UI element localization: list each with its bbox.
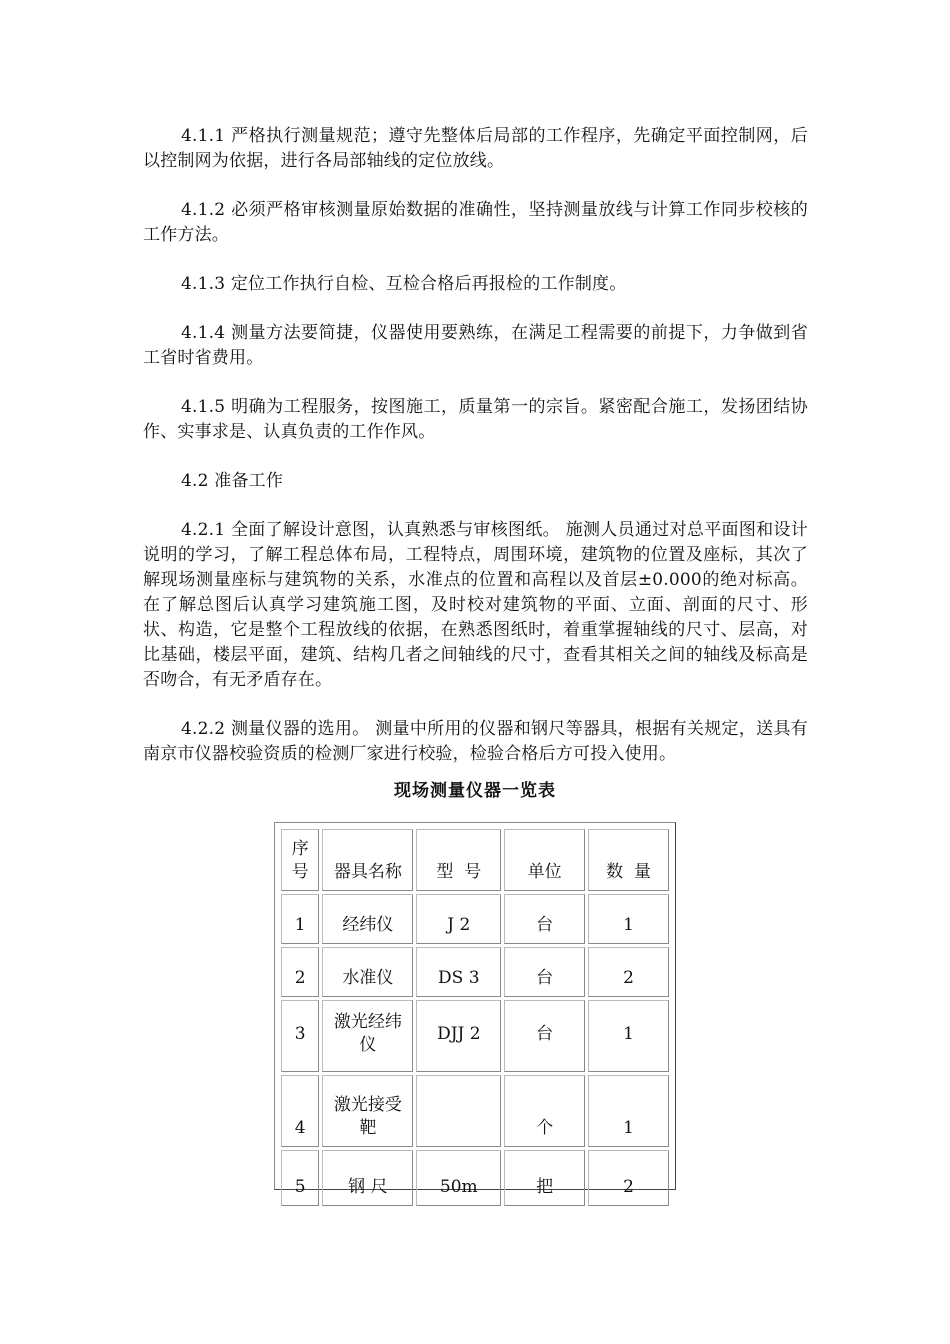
header-cell: 型 号 bbox=[416, 829, 501, 891]
table-cell: DJJ 2 bbox=[416, 1000, 501, 1072]
table-cell: 水准仪 bbox=[322, 947, 413, 997]
instrument-table-frame bbox=[274, 822, 676, 1197]
table-header-row bbox=[281, 829, 669, 891]
paragraph-4-1-4: 4.1.4 测量方法要简捷，仪器使用要熟练，在满足工程需要的前提下，力争做到省工省时省费用。 bbox=[143, 323, 808, 368]
table-row bbox=[281, 1150, 669, 1206]
header-cell: 单位 bbox=[504, 829, 585, 891]
table-row bbox=[281, 1000, 669, 1072]
table-cell: 1 bbox=[588, 1075, 669, 1147]
table-cell: 1 bbox=[588, 894, 669, 944]
paragraph-4-2-2: 4.2.2 测量仪器的选用。 测量中所用的仪器和钢尺等器具，根据有关规定，送具有南京市仪器校验资质的检测厂家进行校验，检验合格后方可投入使用。 bbox=[143, 719, 808, 764]
header-cell: 数 量 bbox=[588, 829, 669, 891]
header-cell: 器具名称 bbox=[322, 829, 413, 891]
table-cell: 5 bbox=[281, 1150, 319, 1206]
table-cell: 3 bbox=[281, 1000, 319, 1072]
header-cell: 序号 bbox=[281, 829, 319, 891]
paragraph-4-1-3: 4.1.3 定位工作执行自检、互检合格后再报检的工作制度。 bbox=[181, 274, 627, 294]
table-cell: 台 bbox=[504, 894, 585, 944]
table-title: 现场测量仪器一览表 bbox=[394, 781, 556, 801]
table-row bbox=[281, 1075, 669, 1147]
table-cell: DS 3 bbox=[416, 947, 501, 997]
table-cell: 钢 尺 bbox=[322, 1150, 413, 1206]
instrument-table bbox=[278, 826, 672, 1209]
table-cell: 台 bbox=[504, 1000, 585, 1072]
table-cell: 激光经纬仪 bbox=[322, 1000, 413, 1072]
table-row bbox=[281, 947, 669, 997]
table-cell: 经纬仪 bbox=[322, 894, 413, 944]
paragraph-4-1-1: 4.1.1 严格执行测量规范；遵守先整体后局部的工作程序，先确定平面控制网，后以控制网为依据，进行各局部轴线的定位放线。 bbox=[143, 126, 808, 171]
table-cell: J 2 bbox=[416, 894, 501, 944]
table-cell: 4 bbox=[281, 1075, 319, 1147]
section-heading-4-2: 4.2 准备工作 bbox=[181, 471, 284, 491]
table-cell: 1 bbox=[588, 1000, 669, 1072]
table-cell: 激光接受靶 bbox=[322, 1075, 413, 1147]
table-cell: 把 bbox=[504, 1150, 585, 1206]
document-body bbox=[143, 124, 808, 767]
table-cell: 50m bbox=[416, 1150, 501, 1206]
table-cell: 2 bbox=[281, 947, 319, 997]
table-cell: 1 bbox=[281, 894, 319, 944]
table-cell: 2 bbox=[588, 947, 669, 997]
table-cell: 个 bbox=[504, 1075, 585, 1147]
paragraph-4-1-5: 4.1.5 明确为工程服务，按图施工，质量第一的宗旨。紧密配合施工，发扬团结协作、实事求是、认真负责的工作作风。 bbox=[143, 397, 808, 442]
table-cell bbox=[416, 1075, 501, 1147]
paragraph-4-2-1: 4.2.1 全面了解设计意图，认真熟悉与审核图纸。 施测人员通过对总平面图和设计说明的学习，了解工程总体布局，工程特点，周围环境，建筑物的位置及座标，其次了解现场测量座标与建筑物的关系，水准点的位置和高程以及首层±0.000的绝对标高。在了解总图后认真学习建筑施工图，及时校对建筑物的平面、立面、剖面的尺寸、形状、构造，它是整个工程放线的依据，在熟悉图纸时，着重掌握轴线的尺寸、层高，对比基础，楼层平面，建筑、结构几者之间轴线的尺寸，查看其相关之间的轴线及标高是否吻合，有无矛盾存在。 bbox=[143, 520, 808, 690]
paragraph-4-1-2: 4.1.2 必须严格审核测量原始数据的准确性，坚持测量放线与计算工作同步校核的工作方法。 bbox=[143, 200, 808, 245]
table-cell: 台 bbox=[504, 947, 585, 997]
table-cell: 2 bbox=[588, 1150, 669, 1206]
table-row bbox=[281, 894, 669, 944]
